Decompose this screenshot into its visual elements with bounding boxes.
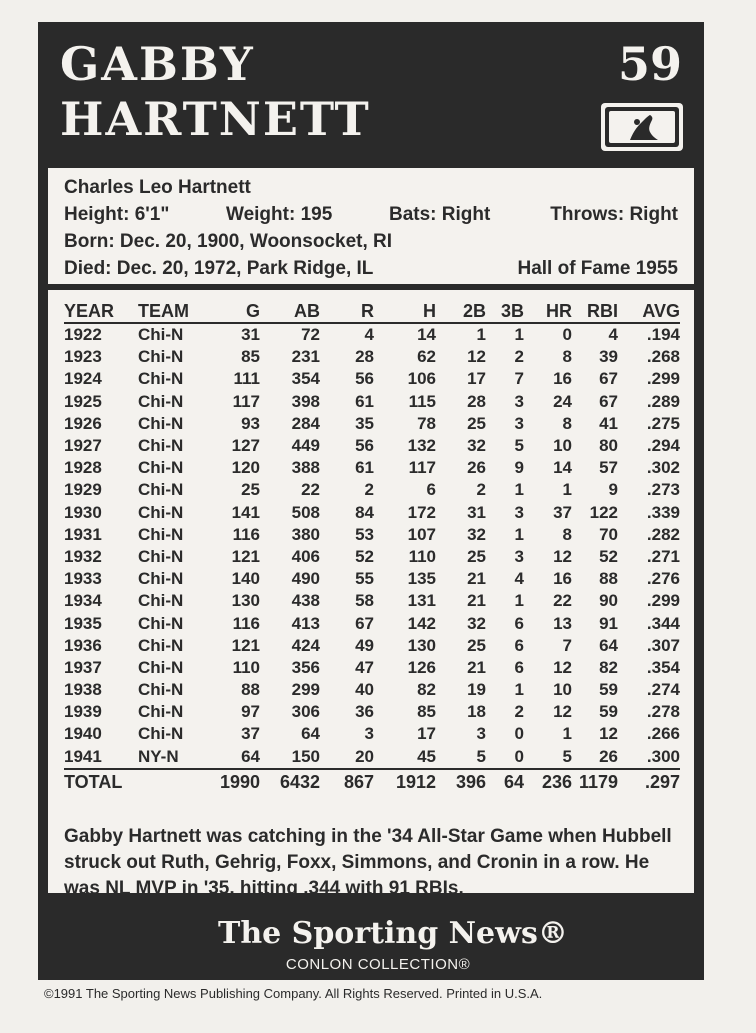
- cell-3b: 0: [514, 746, 524, 766]
- cell-avg: .294: [646, 436, 680, 456]
- cell-ab: 231: [291, 347, 320, 367]
- cell-r: 53: [355, 524, 374, 544]
- sporting-news-logo: The Sporting News®: [218, 916, 568, 951]
- cell-team: Chi-N: [138, 635, 184, 655]
- col-header-g: G: [208, 296, 260, 323]
- cell-3b: 3: [514, 502, 524, 522]
- stats-table: [64, 296, 680, 794]
- cell-rbi: 39: [599, 347, 618, 367]
- card-back: [38, 22, 704, 980]
- cell-g: 121: [231, 635, 260, 655]
- cell-g: 93: [241, 413, 260, 433]
- cell-team: Chi-N: [138, 524, 184, 544]
- col-header-h: H: [374, 296, 436, 323]
- cell-g: 127: [231, 436, 260, 456]
- col-header-avg: AVG: [618, 296, 680, 323]
- career-blurb: Gabby Hartnett was catching in the '34 All-Star Game when Hubbell struck out Ruth, Gehrig, Foxx, Simmons, and Cronin in a row. He was NL MVP in '35, hitting .344 with 91 RBIs.: [64, 826, 672, 899]
- cell-avg: .273: [646, 480, 680, 500]
- cell-avg: .354: [646, 657, 680, 677]
- cell-r: 67: [355, 613, 374, 633]
- cell-year: 1930: [64, 502, 102, 522]
- cell-avg: .302: [646, 458, 680, 478]
- weight: Weight: 195: [226, 204, 333, 225]
- copyright-line: ©1991 The Sporting News Publishing Company. All Rights Reserved. Printed in U.S.A.: [44, 986, 543, 1001]
- cell-r: 40: [355, 680, 374, 700]
- cell-g: 110: [232, 657, 260, 677]
- cell-year: 1940: [64, 724, 102, 744]
- full-name: Charles Leo Hartnett: [64, 177, 251, 198]
- cell-r: 56: [355, 436, 374, 456]
- cell-r: 47: [355, 657, 374, 677]
- cell-g: 88: [241, 680, 260, 700]
- cell-r: 56: [355, 369, 374, 389]
- table-row: [64, 502, 680, 524]
- cell-team: Chi-N: [138, 413, 184, 433]
- cell-g: 64: [241, 746, 260, 766]
- bio-name-line: [64, 174, 678, 201]
- cell-rbi: 4: [608, 325, 618, 345]
- bio-born-line: [64, 228, 678, 255]
- cell-year: 1923: [64, 347, 102, 367]
- table-row: [64, 679, 680, 701]
- cell-rbi: 70: [599, 524, 618, 544]
- cell-r: 49: [355, 635, 374, 655]
- cell-3b: 1: [514, 524, 524, 544]
- cell-h: 110: [408, 546, 436, 566]
- cell-year: 1935: [64, 613, 102, 633]
- cell-r: 35: [355, 413, 374, 433]
- table-row: [64, 479, 680, 501]
- cell-year: 1926: [64, 413, 102, 433]
- col-header-2b: 2B: [436, 296, 486, 323]
- cell-hr: 8: [562, 347, 572, 367]
- cell-rbi: 90: [599, 591, 618, 611]
- table-row: [64, 635, 680, 657]
- total-h: 1912: [374, 769, 436, 794]
- total-year: TOTAL: [64, 769, 138, 794]
- hall-of-fame: Hall of Fame 1955: [517, 258, 678, 279]
- cell-ab: 64: [301, 724, 320, 744]
- cell-r: 28: [355, 347, 374, 367]
- cell-g: 140: [231, 569, 260, 589]
- cell-r: 61: [355, 458, 374, 478]
- table-row: [64, 413, 680, 435]
- cell-h: 142: [407, 613, 436, 633]
- col-header-r: R: [320, 296, 374, 323]
- cell-r: 61: [355, 391, 374, 411]
- cell-rbi: 67: [599, 391, 618, 411]
- cell-ab: 354: [291, 369, 320, 389]
- cell-ab: 449: [291, 436, 320, 456]
- cell-3b: 2: [514, 702, 524, 722]
- cell-g: 97: [241, 702, 260, 722]
- cell-avg: .194: [646, 325, 680, 345]
- table-row: [64, 612, 680, 634]
- cell-h: 172: [407, 502, 436, 522]
- table-row: [64, 723, 680, 745]
- stats-panel: [48, 290, 694, 899]
- cell-year: 1938: [64, 680, 102, 700]
- cell-rbi: 26: [599, 746, 618, 766]
- cell-team: Chi-N: [138, 591, 184, 611]
- cell-ab: 150: [291, 746, 320, 766]
- cell-avg: .268: [646, 347, 680, 367]
- cell-team: Chi-N: [138, 569, 184, 589]
- cell-year: 1925: [64, 391, 102, 411]
- table-row: [64, 323, 680, 346]
- cell-year: 1937: [64, 657, 102, 677]
- cell-avg: .307: [646, 635, 680, 655]
- table-row: [64, 524, 680, 546]
- cell-hr: 16: [553, 369, 572, 389]
- cell-2b: 25: [467, 546, 486, 566]
- cell-rbi: 9: [608, 480, 618, 500]
- cell-3b: 3: [514, 391, 524, 411]
- cell-avg: .274: [646, 680, 680, 700]
- cell-h: 14: [417, 325, 436, 345]
- cell-3b: 1: [514, 480, 524, 500]
- cell-year: 1924: [64, 369, 102, 389]
- cell-h: 62: [417, 347, 436, 367]
- throws: Throws: Right: [550, 204, 678, 225]
- cell-r: 58: [355, 591, 374, 611]
- cell-hr: 12: [553, 546, 572, 566]
- cell-team: NY-N: [138, 746, 179, 766]
- cell-avg: .299: [646, 369, 680, 389]
- cell-hr: 5: [562, 746, 572, 766]
- cell-avg: .271: [646, 546, 680, 566]
- table-row: [64, 457, 680, 479]
- cell-team: Chi-N: [138, 613, 184, 633]
- cell-year: 1931: [64, 524, 102, 544]
- cell-rbi: 67: [599, 369, 618, 389]
- cell-3b: 2: [514, 347, 524, 367]
- cell-hr: 8: [562, 524, 572, 544]
- cell-rbi: 91: [599, 613, 618, 633]
- bio-died-line: [64, 255, 678, 282]
- cell-h: 82: [417, 680, 436, 700]
- cell-ab: 424: [291, 635, 320, 655]
- cell-hr: 10: [553, 436, 572, 456]
- cell-hr: 1: [562, 480, 572, 500]
- cell-g: 141: [231, 502, 260, 522]
- cell-r: 84: [355, 502, 374, 522]
- cell-2b: 21: [467, 591, 486, 611]
- col-header-3b: 3B: [486, 296, 524, 323]
- cell-hr: 10: [553, 680, 572, 700]
- stats-header-row: [64, 296, 680, 323]
- cell-3b: 3: [514, 413, 524, 433]
- cell-hr: 14: [553, 458, 572, 478]
- cell-3b: 6: [514, 657, 524, 677]
- cell-year: 1928: [64, 458, 102, 478]
- cell-h: 130: [407, 635, 436, 655]
- cell-2b: 21: [467, 657, 486, 677]
- cell-2b: 31: [467, 502, 486, 522]
- cell-2b: 1: [476, 325, 486, 345]
- cell-year: 1941: [64, 746, 102, 766]
- cell-rbi: 88: [599, 569, 618, 589]
- cell-hr: 12: [553, 657, 572, 677]
- cell-2b: 19: [467, 680, 486, 700]
- total-2b: 396: [436, 769, 486, 794]
- cell-3b: 5: [514, 436, 524, 456]
- cell-hr: 24: [553, 391, 572, 411]
- total-hr: 236: [524, 769, 572, 794]
- cell-ab: 72: [301, 325, 320, 345]
- table-row: [64, 590, 680, 612]
- cell-r: 3: [364, 724, 374, 744]
- cell-h: 17: [417, 724, 436, 744]
- cell-ab: 388: [291, 458, 320, 478]
- col-header-ab: AB: [260, 296, 320, 323]
- cell-rbi: 64: [599, 635, 618, 655]
- cell-2b: 17: [467, 369, 486, 389]
- cell-h: 115: [408, 391, 436, 411]
- col-header-year: YEAR: [64, 296, 138, 323]
- cell-2b: 18: [467, 702, 486, 722]
- table-row: [64, 746, 680, 769]
- cell-rbi: 52: [599, 546, 618, 566]
- table-row: [64, 568, 680, 590]
- cell-h: 117: [408, 458, 436, 478]
- cell-h: 126: [407, 657, 436, 677]
- table-row: [64, 391, 680, 413]
- cell-h: 106: [407, 369, 436, 389]
- cell-year: 1936: [64, 635, 102, 655]
- cell-2b: 25: [467, 635, 486, 655]
- cell-team: Chi-N: [138, 546, 184, 566]
- total-3b: 64: [486, 769, 524, 794]
- cell-avg: .282: [646, 524, 680, 544]
- cell-avg: .266: [646, 724, 680, 744]
- cell-2b: 2: [476, 480, 486, 500]
- card-number: 59: [617, 37, 682, 91]
- cell-2b: 21: [467, 569, 486, 589]
- cell-r: 52: [355, 546, 374, 566]
- col-header-team: TEAM: [138, 296, 208, 323]
- cell-team: Chi-N: [138, 436, 184, 456]
- cell-rbi: 59: [599, 680, 618, 700]
- cell-3b: 7: [514, 369, 524, 389]
- cell-year: 1939: [64, 702, 102, 722]
- bio-panel: [48, 168, 694, 284]
- col-header-rbi: RBI: [572, 296, 618, 323]
- cell-h: 78: [417, 413, 436, 433]
- player-first-name: GABBY: [60, 37, 255, 91]
- cell-r: 55: [355, 569, 374, 589]
- conlon-collection: CONLON COLLECTION®: [285, 956, 471, 973]
- bats: Bats: Right: [389, 204, 491, 225]
- total-avg: .297: [618, 769, 680, 794]
- cell-2b: 25: [467, 413, 486, 433]
- cell-3b: 6: [514, 635, 524, 655]
- total-ab: 6432: [260, 769, 320, 794]
- cell-h: 85: [417, 702, 436, 722]
- cell-3b: 0: [514, 724, 524, 744]
- cell-team: Chi-N: [138, 680, 184, 700]
- col-header-hr: HR: [524, 296, 572, 323]
- cell-year: 1922: [64, 325, 102, 345]
- cell-year: 1934: [64, 591, 102, 611]
- cell-g: 121: [231, 546, 260, 566]
- total-r: 867: [320, 769, 374, 794]
- cell-ab: 284: [291, 413, 320, 433]
- cell-year: 1929: [64, 480, 102, 500]
- table-row: [64, 346, 680, 368]
- cell-hr: 22: [553, 591, 572, 611]
- cell-team: Chi-N: [138, 480, 184, 500]
- cell-g: 120: [231, 458, 260, 478]
- cell-3b: 9: [514, 458, 524, 478]
- cell-ab: 490: [291, 569, 320, 589]
- cell-avg: .300: [646, 746, 680, 766]
- cell-ab: 413: [291, 613, 320, 633]
- totals-row: [64, 769, 680, 794]
- cell-2b: 12: [467, 347, 486, 367]
- table-row: [64, 435, 680, 457]
- cell-2b: 28: [467, 391, 486, 411]
- stats-body: [64, 323, 680, 794]
- cell-2b: 32: [467, 524, 486, 544]
- cell-3b: 4: [514, 569, 524, 589]
- cell-team: Chi-N: [138, 502, 184, 522]
- table-row: [64, 657, 680, 679]
- table-row: [64, 701, 680, 723]
- cell-team: Chi-N: [138, 369, 184, 389]
- cell-hr: 8: [562, 413, 572, 433]
- cell-g: 117: [232, 391, 260, 411]
- cell-team: Chi-N: [138, 347, 184, 367]
- cell-ab: 438: [291, 591, 320, 611]
- cell-hr: 13: [553, 613, 572, 633]
- total-g: 1990: [208, 769, 260, 794]
- cell-ab: 508: [291, 502, 320, 522]
- cell-avg: .344: [646, 613, 680, 633]
- height: Height: 6'1": [64, 204, 170, 225]
- cell-h: 6: [426, 480, 436, 500]
- cell-ab: 299: [291, 680, 320, 700]
- cell-2b: 26: [467, 458, 486, 478]
- cell-rbi: 59: [599, 702, 618, 722]
- cell-hr: 12: [553, 702, 572, 722]
- cell-h: 45: [417, 746, 436, 766]
- cell-rbi: 80: [599, 436, 618, 456]
- cell-year: 1933: [64, 569, 102, 589]
- mlb-logo-icon: [600, 102, 684, 152]
- cell-hr: 0: [562, 325, 572, 345]
- cell-team: Chi-N: [138, 657, 184, 677]
- cell-rbi: 41: [599, 413, 618, 433]
- cell-avg: .275: [646, 413, 680, 433]
- born: Born: Dec. 20, 1900, Woonsocket, RI: [64, 231, 393, 252]
- cell-hr: 37: [553, 502, 572, 522]
- cell-g: 25: [241, 480, 260, 500]
- cell-team: Chi-N: [138, 325, 184, 345]
- card-header: [38, 22, 704, 168]
- cell-2b: 32: [467, 436, 486, 456]
- table-row: [64, 368, 680, 390]
- cell-2b: 3: [476, 724, 486, 744]
- died: Died: Dec. 20, 1972, Park Ridge, IL: [64, 258, 374, 279]
- cell-team: Chi-N: [138, 702, 184, 722]
- cell-team: Chi-N: [138, 724, 184, 744]
- total-rbi: 1179: [572, 769, 618, 794]
- cell-rbi: 12: [599, 724, 618, 744]
- cell-3b: 3: [514, 546, 524, 566]
- cell-r: 2: [364, 480, 374, 500]
- cell-ab: 380: [291, 524, 320, 544]
- cell-avg: .299: [646, 591, 680, 611]
- cell-r: 4: [364, 325, 374, 345]
- cell-rbi: 82: [599, 657, 618, 677]
- bio-physical-line: [64, 201, 678, 228]
- cell-avg: .276: [646, 569, 680, 589]
- cell-h: 107: [407, 524, 436, 544]
- cell-ab: 306: [291, 702, 320, 722]
- cell-h: 132: [407, 436, 436, 456]
- cell-team: Chi-N: [138, 458, 184, 478]
- cell-g: 85: [241, 347, 260, 367]
- cell-r: 36: [355, 702, 374, 722]
- player-last-name: HARTNETT: [60, 92, 371, 146]
- cell-hr: 7: [562, 635, 572, 655]
- cell-avg: .289: [646, 391, 680, 411]
- table-row: [64, 546, 680, 568]
- cell-hr: 16: [553, 569, 572, 589]
- cell-ab: 356: [291, 657, 320, 677]
- cell-3b: 1: [514, 680, 524, 700]
- cell-3b: 1: [514, 591, 524, 611]
- cell-year: 1932: [64, 546, 102, 566]
- cell-3b: 1: [514, 325, 524, 345]
- cell-hr: 1: [562, 724, 572, 744]
- cell-ab: 22: [301, 480, 320, 500]
- cell-team: Chi-N: [138, 391, 184, 411]
- cell-rbi: 57: [599, 458, 618, 478]
- cell-g: 37: [241, 724, 260, 744]
- cell-g: 116: [232, 524, 260, 544]
- cell-avg: .278: [646, 702, 680, 722]
- cell-2b: 5: [476, 746, 486, 766]
- cell-h: 131: [407, 591, 436, 611]
- cell-g: 116: [232, 613, 260, 633]
- cell-ab: 406: [291, 546, 320, 566]
- cell-avg: .339: [646, 502, 680, 522]
- cell-r: 20: [355, 746, 374, 766]
- cell-rbi: 122: [589, 502, 618, 522]
- total-team: [138, 769, 208, 794]
- cell-h: 135: [407, 569, 436, 589]
- cell-3b: 6: [514, 613, 524, 633]
- cell-g: 31: [241, 325, 260, 345]
- cell-g: 111: [233, 369, 260, 389]
- cell-2b: 32: [467, 613, 486, 633]
- cell-year: 1927: [64, 436, 102, 456]
- cell-g: 130: [231, 591, 260, 611]
- cell-ab: 398: [291, 391, 320, 411]
